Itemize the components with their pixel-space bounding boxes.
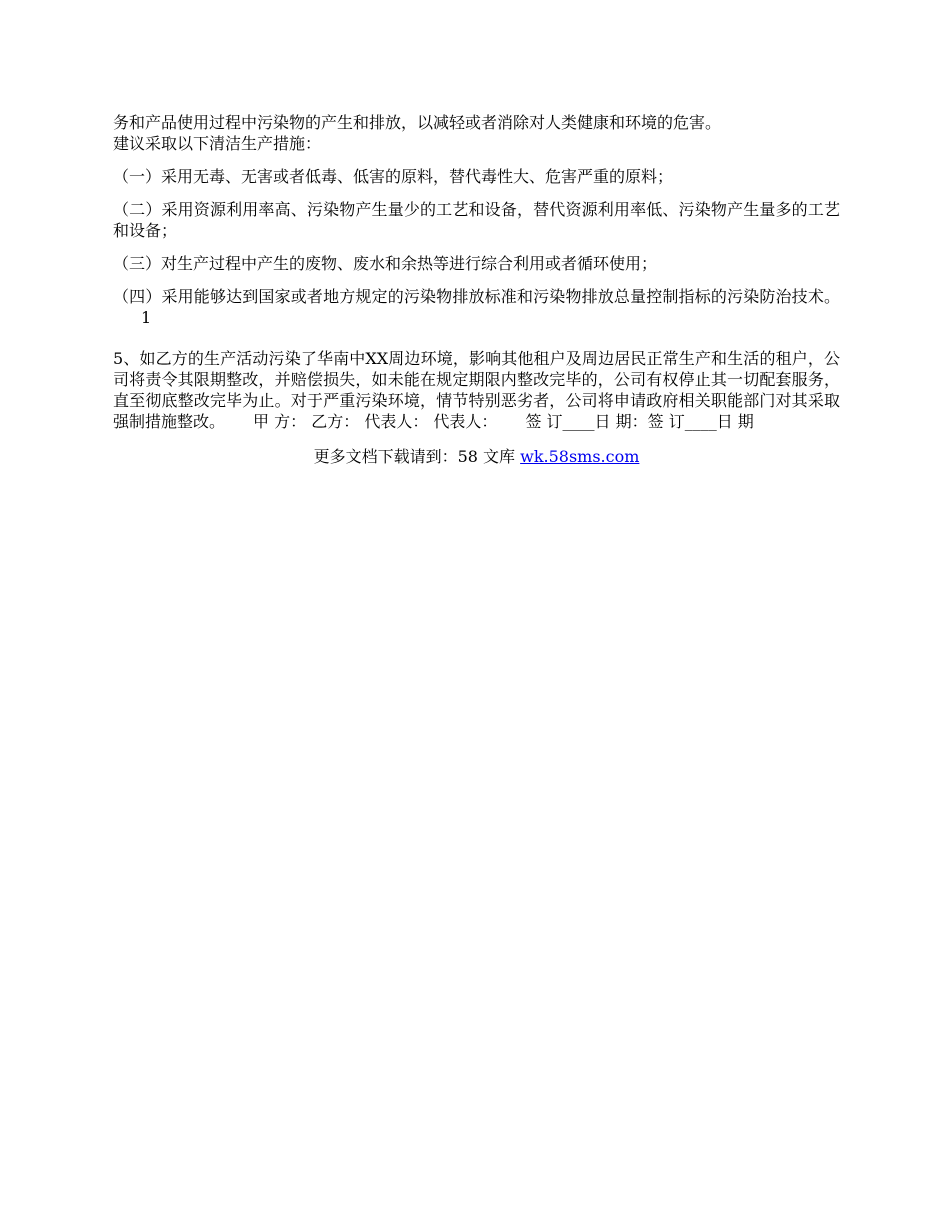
footer-prefix: 更多文档下载请到：58 文库 bbox=[313, 447, 521, 466]
clause-5 bbox=[113, 348, 840, 432]
clause-5-text: 5、如乙方的生产活动污染了华南中XX周边环境，影响其他租户及周边居民正常生产和生活的租户，公司将责令其限期整改，并赔偿损失，如未能在规定期限内整改完毕的，公司有权停止其一切配套服务，直至彻底整改完毕为止。对于严重污染环境，情节特别恶劣者，公司将申请政府相关职能部门对其采取强制措施整改。 bbox=[113, 349, 840, 431]
party-b-label: 乙方： bbox=[311, 412, 360, 431]
footer-link[interactable]: wk.58sms.com bbox=[520, 447, 640, 466]
intro-paragraph bbox=[113, 112, 840, 154]
sign-date-2: 签 订____日 期 bbox=[647, 412, 754, 431]
representative-label-1: 代表人： bbox=[364, 412, 429, 431]
measure-4 bbox=[113, 286, 840, 328]
page-number: 1 bbox=[141, 308, 152, 327]
measure-3: （三）对生产过程中产生的废物、废水和余热等进行综合利用或者循环使用； bbox=[113, 254, 658, 273]
intro-line-2: 建议采取以下清洁生产措施： bbox=[113, 134, 322, 153]
measure-2: （二）采用资源利用率高、污染物产生量少的工艺和设备，替代资源利用率低、污染物产生量多的工艺和设备； bbox=[113, 200, 840, 240]
measure-1: （一）采用无毒、无害或者低毒、低害的原料，替代毒性大、危害严重的原料； bbox=[113, 167, 674, 186]
document-page bbox=[113, 112, 840, 467]
intro-line-1: 务和产品使用过程中污染物的产生和排放，以减轻或者消除对人类健康和环境的危害。 bbox=[113, 113, 722, 132]
footer bbox=[113, 446, 840, 467]
measure-4-text: （四）采用能够达到国家或者地方规定的污染物排放标准和污染物排放总量控制指标的污染防治技术。 bbox=[113, 287, 840, 306]
sign-date-1: 签 订____日 期： bbox=[525, 412, 648, 431]
party-a-label: 甲 方： bbox=[253, 412, 307, 431]
representative-label-2: 代表人： bbox=[433, 412, 498, 431]
